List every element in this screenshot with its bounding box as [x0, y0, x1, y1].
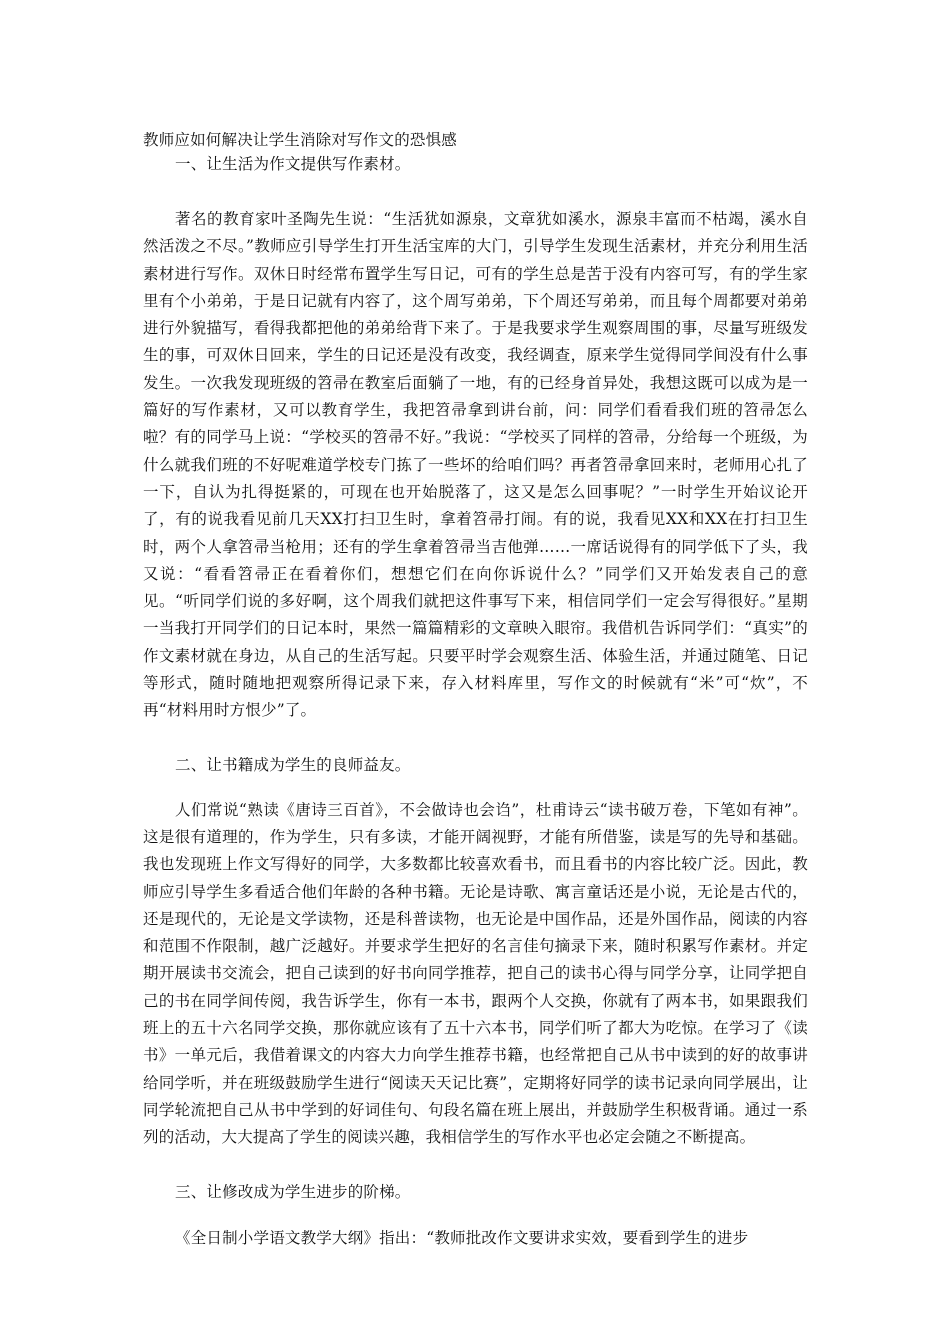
section-paragraph-1: 著名的教育家叶圣陶先生说：“生活犹如源泉，文章犹如溪水，源泉丰富而不枯竭，溪水自然活泼之不尽。”教师应引导学生打开生活宝库的大门，引导学生发现生活素材，并充分利用生活素材进行写作。双休日时经常布置学生写日记，可有的学生总是苦于没有内容可写，有的学生家里有个小弟弟，于是日记就有内容了，这个周写弟弟，下个周还写弟弟，而且每个周都要对弟弟进行外貌描写，看得我都把他的弟弟给背下来了。于是我要求学生观察周围的事，尽量写班级发生的事，可双休日回来，学生的日记还是没有改变，我经调查，原来学生觉得同学间没有什么事发生。一次我发现班级的笤帚在教室后面躺了一地，有的已经身首异处，我想这既可以成为是一篇好的写作素材，又可以教育学生，我把笤帚拿到讲台前，问：同学们看看我们班的笤帚怎么啦？有的同学马上说：“学校买的笤帚不好。”我说：“学校买了同样的笤帚，分给每一个班级，为什么就我们班的不好呢难道学校专门拣了一些坏的给咱们吗？再者笤帚拿回来时，老师用心扎了一下，自认为扎得挺紧的，可现在也开始脱落了，这又是怎么回事呢？”一时学生开始议论开了，有的说我看见前几天XX打扫卫生时，拿着笤帚打闹。有的说，我看见XX和XX在打扫卫生时，两个人拿笤帚当枪用；还有的学生拿着笤帚当吉他弹……一席话说得有的同学低下了头，我又说：“看看笤帚正在看着你们，想想它们在向你诉说什么？”同学们又开始发表自己的意见。“听同学们说的多好啊，这个周我们就把这件事写下来，相信同学们一定会写得很好。”星期一当我打开同学们的日记本时，果然一篇篇精彩的文章映入眼帘。我借机告诉同学们：“真实”的作文素材就在身边，从自己的生活写起。只要平时学会观察生活、体验生活，并通过随笔、日记等形式，随时随地把观察所得记录下来，存入材料库里，写作文的时候就有“米”可“炊”，不再“材料用时方恨少”了。 [143, 210, 808, 720]
section-paragraph-3: 《全日制小学语文教学大纲》指出：“教师批改作文要讲求实效，要看到学生的进步 [175, 1228, 749, 1247]
section-paragraph-2: 人们常说“熟读《唐诗三百首》，不会做诗也会诌”，杜甫诗云“读书破万卷，下笔如有神”。这是很有道理的，作为学生，只有多读，才能开阔视野，才能有所借鉴，读是写的先导和基础。我也发现班上作文写得好的同学，大多数都比较喜欢看书，而且看书的内容比较广泛。因此，教师应引导学生多看适合他们年龄的各种书籍。无论是诗歌、寓言童话还是小说，无论是古代的，还是现代的，无论是文学读物，还是科普读物，也无论是中国作品，还是外国作品，阅读的内容和范围不作限制，越广泛越好。并要求学生把好的名言佳句摘录下来，随时积累写作素材。并定期开展读书交流会，把自己读到的好书向同学推荐，把自己的读书心得与同学分享，让同学把自己的书在同学间传阅，我告诉学生，你有一本书，跟两个人交换，你就有了两本书，如果跟我们班上的五十六名同学交换，那你就应该有了五十六本书，同学们听了都大为吃惊。在学习了《读书》一单元后，我借着课文的内容大力向学生推荐书籍，也经常把自己从书中读到的好的故事讲给同学听，并在班级鼓励学生进行“阅读天天记比赛”，定期将好同学的读书记录向同学展出，让同学轮流把自己从书中学到的好词佳句、句段名篇在班上展出，并鼓励学生积极背诵。通过一系列的活动，大大提高了学生的阅读兴趣，我相信学生的写作水平也必定会随之不断提高。 [143, 800, 808, 1147]
spacer [143, 1204, 808, 1225]
section-heading-2: 二、让书籍成为学生的良师益友。 [175, 755, 411, 774]
spacer [143, 176, 808, 206]
spacer [143, 725, 808, 753]
spacer [143, 777, 808, 797]
spacer [143, 1152, 808, 1180]
document-title: 教师应如何解决让学生消除对写作文的恐惧感 [143, 131, 458, 149]
document-body [143, 128, 808, 1252]
section-heading-1: 一、让生活为作文提供写作素材。 [175, 155, 411, 173]
section-heading-3: 三、让修改成为学生进步的阶梯。 [175, 1182, 411, 1201]
